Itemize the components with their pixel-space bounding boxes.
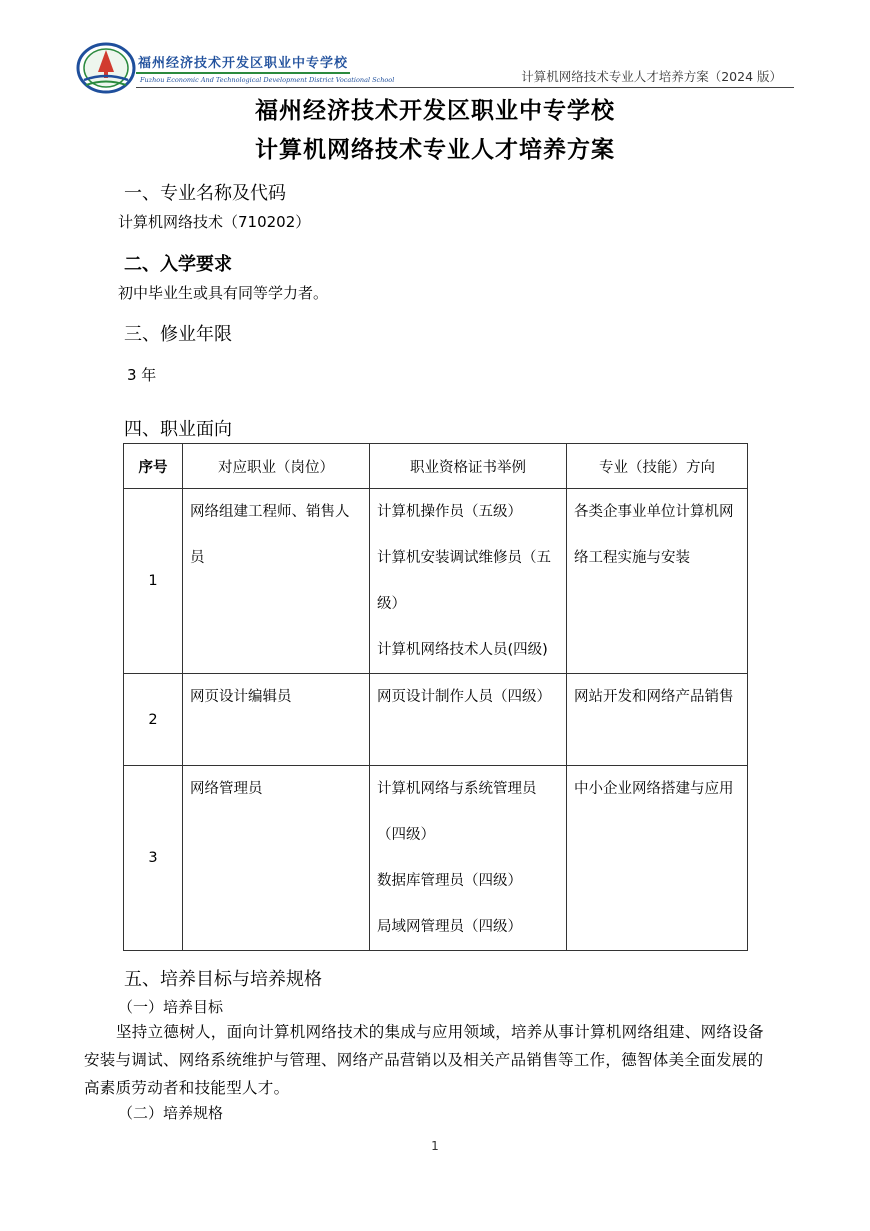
certs-cell	[370, 766, 567, 951]
section-2-body: 初中毕业生或具有同等学力者。	[118, 284, 329, 302]
direction-cell	[567, 489, 748, 674]
training-goal-paragraph: 坚持立德树人，面向计算机网络技术的集成与应用领域，培养从事计算机网络组建、网络设备安装与调试、网络系统维护与管理、网络产品营销以及相关产品销售等工作，德智体美全面发展的高素质劳动者和技能型人才。	[84, 1023, 764, 1097]
header-divider	[136, 87, 794, 88]
header-certs: 职业资格证书举例	[370, 444, 567, 489]
direction-cell	[567, 674, 748, 766]
row-number: 2	[124, 674, 183, 766]
row-number: 3	[124, 766, 183, 951]
header-seq: 序号	[124, 444, 183, 489]
table-header-row	[124, 444, 748, 489]
section-5-subheading-2: （二）培养规格	[118, 1104, 224, 1122]
table-row	[124, 766, 748, 951]
job-text: 网络组建工程师、销售人员	[190, 504, 350, 566]
section-5-heading: 五、培养目标与培养规格	[124, 969, 322, 990]
header-direction: 专业（技能）方向	[567, 444, 748, 489]
table-row	[124, 674, 748, 766]
section-2-heading: 二、入学要求	[124, 254, 232, 275]
direction-text: 各类企事业单位计算机网络工程实施与安装	[574, 504, 734, 566]
direction-cell	[567, 766, 748, 951]
school-logo-icon	[76, 42, 136, 94]
occupation-table	[123, 443, 748, 951]
page-number: 1	[431, 1139, 439, 1153]
table-row	[124, 489, 748, 674]
logo-underline	[136, 72, 350, 74]
job-cell	[183, 766, 370, 951]
certs-cell	[370, 674, 567, 766]
direction-text: 网站开发和网络产品销售	[574, 689, 734, 705]
direction-text: 中小企业网络搭建与应用	[574, 781, 734, 797]
job-cell	[183, 489, 370, 674]
cert-item: 计算机操作员（五级）	[377, 504, 522, 520]
school-name-logo-text: 福州经济技术开发区职业中专学校	[138, 56, 349, 71]
row-number: 1	[124, 489, 183, 674]
page-header	[76, 42, 794, 92]
section-3-heading: 三、修业年限	[124, 324, 232, 345]
section-1-body: 计算机网络技术（710202）	[118, 213, 311, 231]
section-1-heading: 一、专业名称及代码	[124, 183, 286, 204]
cert-item: 网页设计制作人员（四级）	[377, 689, 551, 705]
section-5-subheading-1: （一）培养目标	[118, 998, 224, 1016]
cert-item: 计算机网络技术人员(四级)	[377, 642, 548, 658]
certs-cell	[370, 489, 567, 674]
section-3-body: 3 年	[127, 366, 157, 384]
cert-item: 计算机网络与系统管理员（四级）	[377, 781, 537, 843]
job-cell	[183, 674, 370, 766]
running-header-title: 计算机网络技术专业人才培养方案（2024 版）	[521, 69, 782, 84]
job-text: 网络管理员	[190, 781, 263, 797]
cert-item: 数据库管理员（四级）	[377, 873, 522, 889]
section-4-heading: 四、职业面向	[124, 419, 232, 440]
document-title-line1: 福州经济技术开发区职业中专学校	[255, 98, 615, 124]
school-english-name: Fuzhou Economic And Technological Development District Vocational School	[140, 76, 395, 84]
document-title-line2: 计算机网络技术专业人才培养方案	[255, 137, 615, 163]
job-text: 网页设计编辑员	[190, 689, 292, 705]
cert-item: 计算机安装调试维修员（五级）	[377, 550, 551, 612]
cert-item: 局域网管理员（四级）	[377, 919, 522, 935]
header-job: 对应职业（岗位）	[183, 444, 370, 489]
